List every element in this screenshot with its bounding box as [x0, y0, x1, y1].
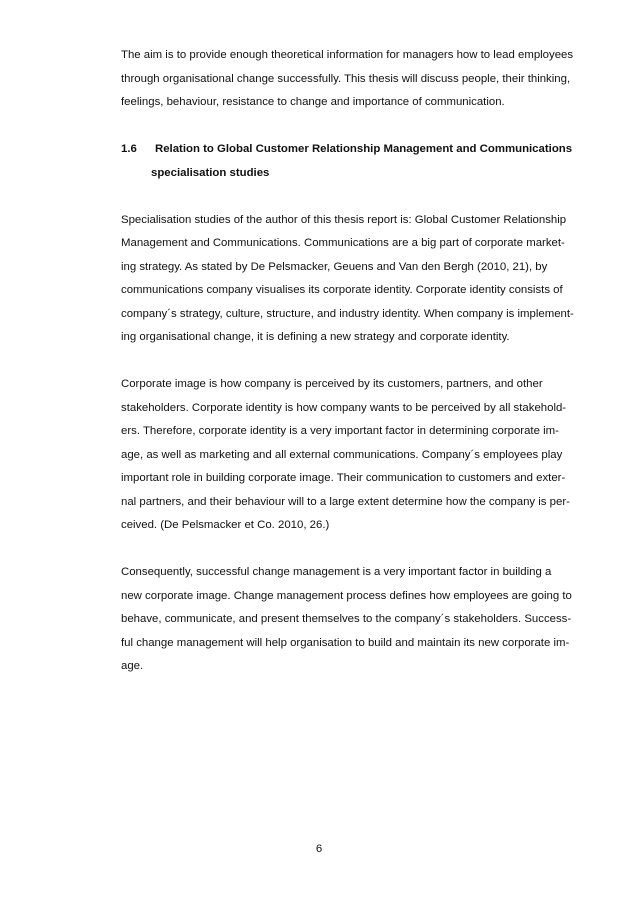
text-line: The aim is to provide enough theoretical information for managers how to lead employees [121, 49, 574, 61]
text-line: stakeholders. Corporate identity is how company wants to be perceived by all stakehold- [121, 401, 567, 414]
text-line: Management and Communications. Communications are a big part of corporate market- [121, 237, 565, 249]
text-line: feelings, behaviour, resistance to change and importance of communication. [121, 96, 505, 108]
section-heading [121, 138, 591, 185]
text-line: ing strategy. As stated by De Pelsmacker, Geuens and Van den Bergh (2010, 21), by [121, 260, 548, 273]
text-line: Consequently, successful change management is a very important factor in building a [121, 566, 552, 578]
paragraph-intro [121, 44, 591, 115]
text-line: important role in building corporate image. Their communication to customers and exter- [121, 472, 566, 484]
text-line: age. [121, 660, 144, 672]
section-title-line-2: specialisation studies [151, 166, 270, 179]
text-line: communications company visualises its corporate identity. Corporate identity consists of [121, 284, 563, 296]
text-line: new corporate image. Change management process defines how employees are going to [121, 589, 572, 602]
text-line: through organisational change successfully. This thesis will discuss people, their thinking, [121, 72, 571, 85]
text-line: ing organisational change, it is defining a new strategy and corporate identity. [121, 331, 510, 343]
text-line: nal partners, and their behaviour will to a large extent determine how the company is per- [121, 495, 570, 508]
text-line: ful change management will help organisation to build and maintain its new corporate im- [121, 636, 570, 649]
text-line: behave, communicate, and present themselves to the company´s stakeholders. Success- [121, 613, 572, 625]
text-line: Specialisation studies of the author of this thesis report is: Global Customer Relationship [121, 213, 567, 226]
paragraph-specialisation [121, 209, 591, 350]
text-line: Corporate image is how company is perceived by its customers, partners, and other [121, 378, 543, 390]
section-number: 1.6 [121, 143, 137, 155]
section-heading-row [121, 138, 591, 162]
text-line: age, as well as marketing and all external communications. Company´s employees play [121, 448, 563, 461]
text-line: ers. Therefore, corporate identity is a very important factor in determining corporate im- [121, 425, 559, 437]
text-line: ceived. (De Pelsmacker et Co. 2010, 26.) [121, 519, 330, 531]
section-title-line-1: Relation to Global Customer Relationship Management and Communications [155, 143, 573, 155]
paragraph-conclusion [121, 561, 591, 679]
paragraph-corporate-image [121, 373, 591, 538]
text-line: company´s strategy, culture, structure, and industry identity. When company is implement- [121, 307, 574, 320]
page-content [121, 44, 591, 702]
section-heading-row-2 [121, 162, 591, 186]
page-number: 6 [315, 843, 323, 855]
